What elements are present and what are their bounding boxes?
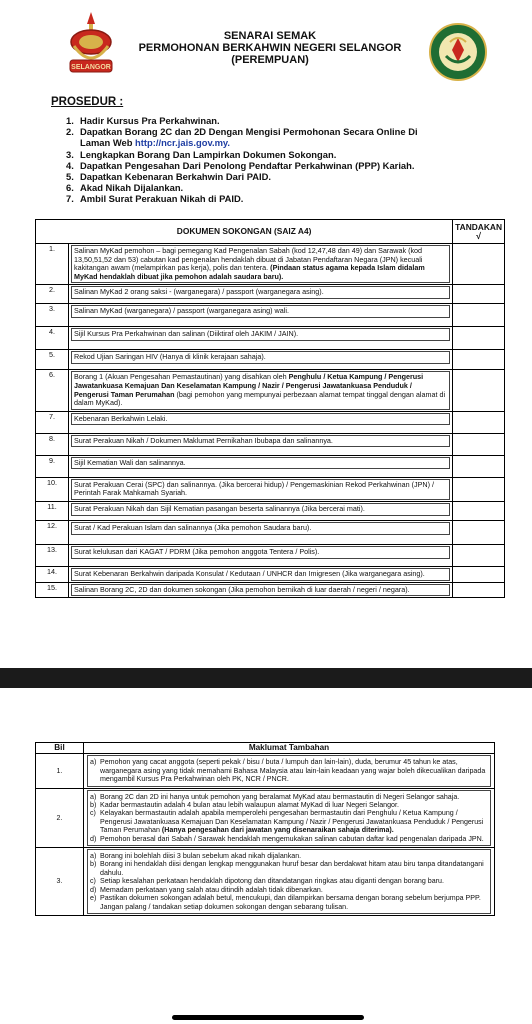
list-item: a) Borang ini bolehlah diisi 3 bulan sebelum akad nikah dijalankan. <box>90 852 302 861</box>
step-item: 3. Lengkapkan Borang Dan Lampirkan Dokumen Sokongan. <box>66 148 337 160</box>
step-item: 5. Dapatkan Kebenaran Berkahwin Dari PAID. <box>66 171 272 183</box>
list-item: c) Setiap kesalahan perkataan hendaklah dipotong dan ditandatangan ringkas atau diganti dengan borang baru. <box>90 877 444 886</box>
checkbox-cell[interactable] <box>453 285 505 304</box>
prosedur-heading: PROSEDUR : <box>51 96 124 108</box>
table-row: 15. Salinan Borang 2C, 2D dan dokumen sokongan (Jika pemohon bernikah di luar daerah / negeri / negara). <box>36 582 505 598</box>
table-row: 2. a) Borang 2C dan 2D ini hanya untuk pemohon yang beralamat MyKad atau bermastautin di Negeri Selangor sahaja. b) Kadar bermastautin adalah 4 bulan atau lebih walaupun alamat MyKad di luar Negeri Selangor. c) Kelayakan bermastautin adalah apabila memperolehi pengesahan bermastautin dari Penghulu / Ketua Kampung / Pengerusi Jawatankuasa Kemajuan Dan Keselamatan Kampung / Nazir / Pengerusi Jawatankuasa Penduduk / Pengerusi Taman Perumahan (Hanya pengesahan dari jawatan yang disenaraikan sahaja diterima). d) Pemohon berasal dari Sabah / Sarawak hendaklah mengemukakan salinan cabutan daftar kad pengenalan daripada JPN. <box>36 788 495 847</box>
header-bil: Bil <box>36 743 84 754</box>
table-row: 13. Surat kelulusan dari KAGAT / PDRM (Jika pemohon anggota Tentera / Polis). <box>36 544 505 566</box>
document-title <box>120 30 420 66</box>
checkbox-cell[interactable] <box>453 477 505 501</box>
step-item: 4. Dapatkan Pengesahan Dari Penolong Pendaftar Perkahwinan (PPP) Kariah. <box>66 159 415 171</box>
jais-website-link[interactable]: http://ncr.jais.gov.my. <box>135 137 231 149</box>
supporting-documents-table <box>35 219 505 598</box>
table-row: 7. Kebenaran Berkahwin Lelaki. <box>36 411 505 433</box>
checkbox-cell[interactable] <box>453 544 505 566</box>
table-row: 9. Sijil Kematian Wali dan salinannya. <box>36 455 505 477</box>
checkbox-cell[interactable] <box>453 244 505 285</box>
title-line-1: SENARAI SEMAK <box>223 30 317 42</box>
table-row: 8. Surat Perakuan Nikah / Dokumen Maklumat Pernikahan Ibubapa dan salinannya. <box>36 433 505 455</box>
redaction-bar <box>172 1015 364 1020</box>
table-row: 14. Surat Kebenaran Berkahwin daripada Konsulat / Kedutaan / UNHCR dan Imigresen (Jika warganegara asing). <box>36 566 505 582</box>
checkbox-cell[interactable] <box>453 411 505 433</box>
table-row: 6. Borang 1 (Akuan Pengesahan Pemastautinan) yang disahkan oleh Penghulu / Ketua Kampung / Pengerusi Jawatankuasa Kemajuan Dan Keselamatan Kampung / Nazir / Pengerusi Jawatankuasa Penduduk / Pengerusi Taman Perumahan (bagi pemohon yang mempunyai perbezaan alamat tempat tinggal dengan alamat di dalam MyKad). <box>36 370 505 411</box>
checkbox-cell[interactable] <box>453 501 505 520</box>
step-item: 1. Hadir Kursus Pra Perkahwinan. <box>66 115 220 126</box>
list-item: a) Pemohon yang cacat anggota (seperti pekak / bisu / buta / lumpuh dan lain-lain), duda, berumur 45 tahun ke atas, warganegara asing yang tidak memahami Bahasa Malaysia atau lain-lain keadaan yang wajar boleh dikecualikan daripada mengambil Kursus Pra Perkahwinan oleh PK, NCR / PNCR. <box>90 758 486 784</box>
table-row: 2. Salinan MyKad 2 orang saksi - (warganegara) / passport (warganegara asing). <box>36 285 505 304</box>
jais-emblem-logo <box>428 22 488 82</box>
checkbox-cell[interactable] <box>453 566 505 582</box>
step-item: 2. Dapatkan Borang 2C dan 2D Dengan Mengisi Permohonan Secara Online Di Laman Web http://ncr.jais.gov.my. <box>66 126 418 149</box>
table-row: 12. Surat / Kad Perakuan Islam dan salinannya (Jika pemohon Saudara baru). <box>36 520 505 544</box>
list-item: b) Kadar bermastautin adalah 4 bulan atau lebih walaupun alamat MyKad di luar Negeri Selangor. <box>90 801 399 810</box>
checkbox-cell[interactable] <box>453 327 505 350</box>
table-row: 11. Surat Perakuan Nikah dan Sijil Kematian pasangan beserta salinannya (Jika bercerai mati). <box>36 501 505 520</box>
table-header-row <box>36 220 505 244</box>
list-item: e) Pastikan dokumen sokongan adalah betul, mencukupi, dan dilampirkan bersama dengan borang sebelum berjumpa PPP. Jangan palang / tandakan setiap dokumen sokongan dengan sebarang tulisan. <box>90 894 481 911</box>
checkbox-cell[interactable] <box>453 433 505 455</box>
table-row: 3. Salinan MyKad (warganegara) / passport (warganegara asing) wali. <box>36 304 505 327</box>
step-item: 6. Akad Nikah Dijalankan. <box>66 182 184 194</box>
table-header-row <box>36 743 495 754</box>
checkbox-cell[interactable] <box>453 304 505 327</box>
title-line-2: PERMOHONAN BERKAHWIN NEGERI SELANGOR <box>138 42 402 54</box>
checklist-page-2 <box>0 688 532 1024</box>
list-item: a) Borang 2C dan 2D ini hanya untuk pemohon yang beralamat MyKad atau bermastautin di Negeri Selangor sahaja. <box>90 792 460 801</box>
checkbox-cell[interactable] <box>453 350 505 370</box>
table-row: 1. a) Pemohon yang cacat anggota (seperti pekak / bisu / buta / lumpuh dan lain-lain), duda, berumur 45 tahun ke atas, warganegara asing yang tidak memahami Bahasa Malaysia atau lain-lain keadaan yang wajar boleh dikecualikan daripada mengambil Kursus Pra Perkahwinan oleh PK, NCR / PNCR. <box>36 754 495 788</box>
list-item: d) Pemohon berasal dari Sabah / Sarawak hendaklah mengemukakan salinan cabutan daftar kad pengenalan daripada JPN. <box>90 834 484 843</box>
tick-mark-icon: √ <box>476 230 482 241</box>
list-item: d) Memadam perkataan yang salah atau ditindih adalah tidak dibenarkan. <box>90 885 323 894</box>
header-maklumat-tambahan: Maklumat Tambahan <box>84 743 495 754</box>
header-tandakan: TANDAKAN √ <box>453 220 505 244</box>
additional-info-table <box>35 742 495 916</box>
list-item: c) Kelayakan bermastautin adalah apabila memperolehi pengesahan bermastautin dari Penghulu / Ketua Kampung / Pengerusi Jawatankuasa Kemajuan Dan Keselamatan Kampung / Nazir / Pengerusi Jawatankuasa Penduduk / Pengerusi Taman Perumahan (Hanya pengesahan dari jawatan yang disenaraikan sahaja diterima). <box>90 809 484 835</box>
checkbox-cell[interactable] <box>453 520 505 544</box>
list-item: b) Borang ini hendaklah diisi dengan lengkap menggunakan huruf besar dan berdakwat hitam atau biru tanpa ditandatangani dahulu. <box>90 860 484 877</box>
checkbox-cell[interactable] <box>453 582 505 598</box>
procedure-steps <box>66 115 446 205</box>
table-row: 5. Rekod Ujian Saringan HIV (Hanya di klinik kerajaan sahaja). <box>36 350 505 370</box>
checkbox-cell[interactable] <box>453 370 505 411</box>
table-row: 10. Surat Perakuan Cerai (SPC) dan salinannya. (Jika bercerai hidup) / Pengemaskinian Rekod Perkahwinan (JPN) / Perintah Farak Mahkamah Syariah. <box>36 477 505 501</box>
selangor-crest-logo <box>60 10 122 82</box>
step-item: 7. Ambil Surat Perakuan Nikah di PAID. <box>66 193 244 205</box>
header-documents: DOKUMEN SOKONGAN (SAIZ A4) <box>36 220 453 244</box>
title-line-3: (PEREMPUAN) <box>231 54 309 66</box>
table-row: 1. Salinan MyKad pemohon – bagi pemegang Kad Pengenalan Sabah (kod 12,47,48 dan 49) dan Sarawak (kod 13,50,51,52 dan 53) cabutan kad pengenalan hendaklah dibuat di Jabatan Pendaftaran Negara (JPN) kecuali kakitangan awam (melampirkan pas kerja), polis dan tentera. (Pindaan status agama kepada Islam didalam MyKad hendaklah dibuat jika pemohon adalah saudara baru). <box>36 244 505 285</box>
logo-banner-text: SELANGOR <box>71 64 111 71</box>
table-row: 4. Sijil Kursus Pra Perkahwinan dan salinan (Diiktiraf oleh JAKIM / JAIN). <box>36 327 505 350</box>
checkbox-cell[interactable] <box>453 455 505 477</box>
table-row: 3. a) Borang ini bolehlah diisi 3 bulan sebelum akad nikah dijalankan. b) Borang ini hendaklah diisi dengan lengkap menggunakan huruf besar dan berdakwat hitam atau biru tanpa ditandatangani dahulu. c) Setiap kesalahan perkataan hendaklah dipotong dan ditandatangan ringkas atau diganti dengan borang baru. d) Memadam perkataan yang salah atau ditindih adalah tidak dibenarkan. e) Pastikan dokumen sokongan adalah betul, mencukupi, dan dilampirkan bersama dengan borang sebelum berjumpa PPP. Jangan palang / tandakan setiap dokumen sokongan dengan sebarang tulisan. <box>36 848 495 916</box>
